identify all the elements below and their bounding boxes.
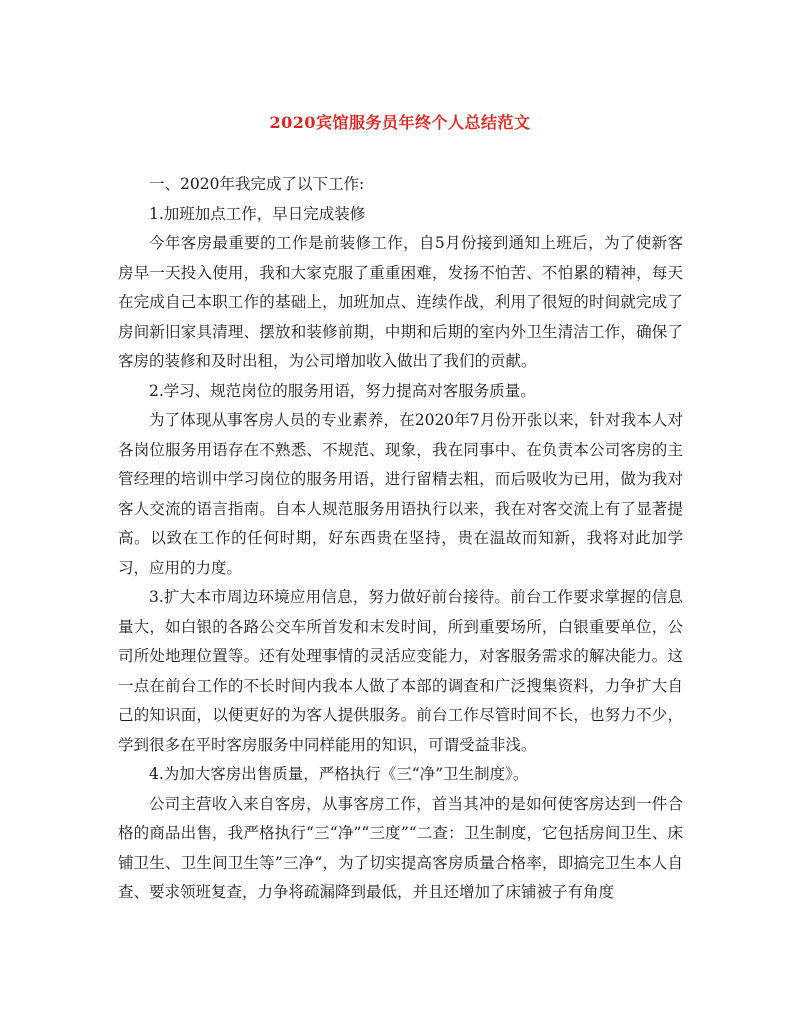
document-body: [118, 170, 683, 908]
item-heading-1: 1.加班加点工作，早日完成装修: [149, 204, 366, 223]
body-paragraph-1: 今年客房最重要的工作是前装修工作，自5月份接到通知上班后，为了使新客房早一天投入使用，我和大家克服了重重困难，发扬不怕苦、不怕累的精神，每天在完成自己本职工作的基础上，加班加点、连续作战，利用了很短的时间就完成了房间新旧家具清理、摆放和装修前期，中期和后期的室内外卫生清洁工作，确保了客房的装修和及时出租，为公司增加收入做出了我们的贡献。: [118, 234, 683, 370]
document-title: 2020宾馆服务员年终个人总结范文: [269, 113, 531, 132]
section-heading: 一、2020年我完成了以下工作:: [149, 175, 365, 193]
body-paragraph-4: 公司主营收入来自客房，从事客房工作，首当其冲的是如何使客房达到一件合格的商品出售，我严格执行“三“净”“三度”“二查：卫生制度，它包括房间卫生、床铺卫生、卫生间卫生等”三净“，为了切实提高客房质量合格率，即搞完卫生本人自查、要求领班复查，力争将疏漏降到最低，并且还增加了床铺被子有角度: [118, 794, 683, 901]
item-heading-4: 4.为加大客房出售质量，严格执行《三“净”卫生制度》。: [149, 765, 529, 783]
item-heading-2: 2.学习、规范岗位的服务用语，努力提高对客服务质量。: [149, 381, 536, 400]
body-paragraph-2: 为了体现从事客房人员的专业素养，在2020年7月份开张以来，针对我本人对各岗位服务用语存在不熟悉、不规范、现象，我在同事中、在负责本公司客房的主管经理的培训中学习岗位的服务用语，进行留精去粗，而后吸收为已用，做为我对客人交流的语言指南。自本人规范服务用语执行以来，我在对客交流上有了显著提高。以致在工作的任何时期，好东西贵在坚持，贵在温故而知新，我将对此加学习，应用的力度。: [118, 411, 683, 577]
body-paragraph-3: 3.扩大本市周边环境应用信息，努力做好前台接待。前台工作要求掌握的信息量大，如白银的各路公交车所首发和末发时间，所到重要场所，白银重要单位，公司所处地理位置等。还有处理事情的灵活应变能力，对客服务需求的解决能力。这一点在前台工作的不长时间内我本人做了本部的调查和广泛搜集资料，力争扩大自己的知识面，以便更好的为客人提供服务。前台工作尽管时间不长，也努力不少，学到很多在平时客房服务中同样能用的知识，可谓受益非浅。: [118, 588, 683, 754]
